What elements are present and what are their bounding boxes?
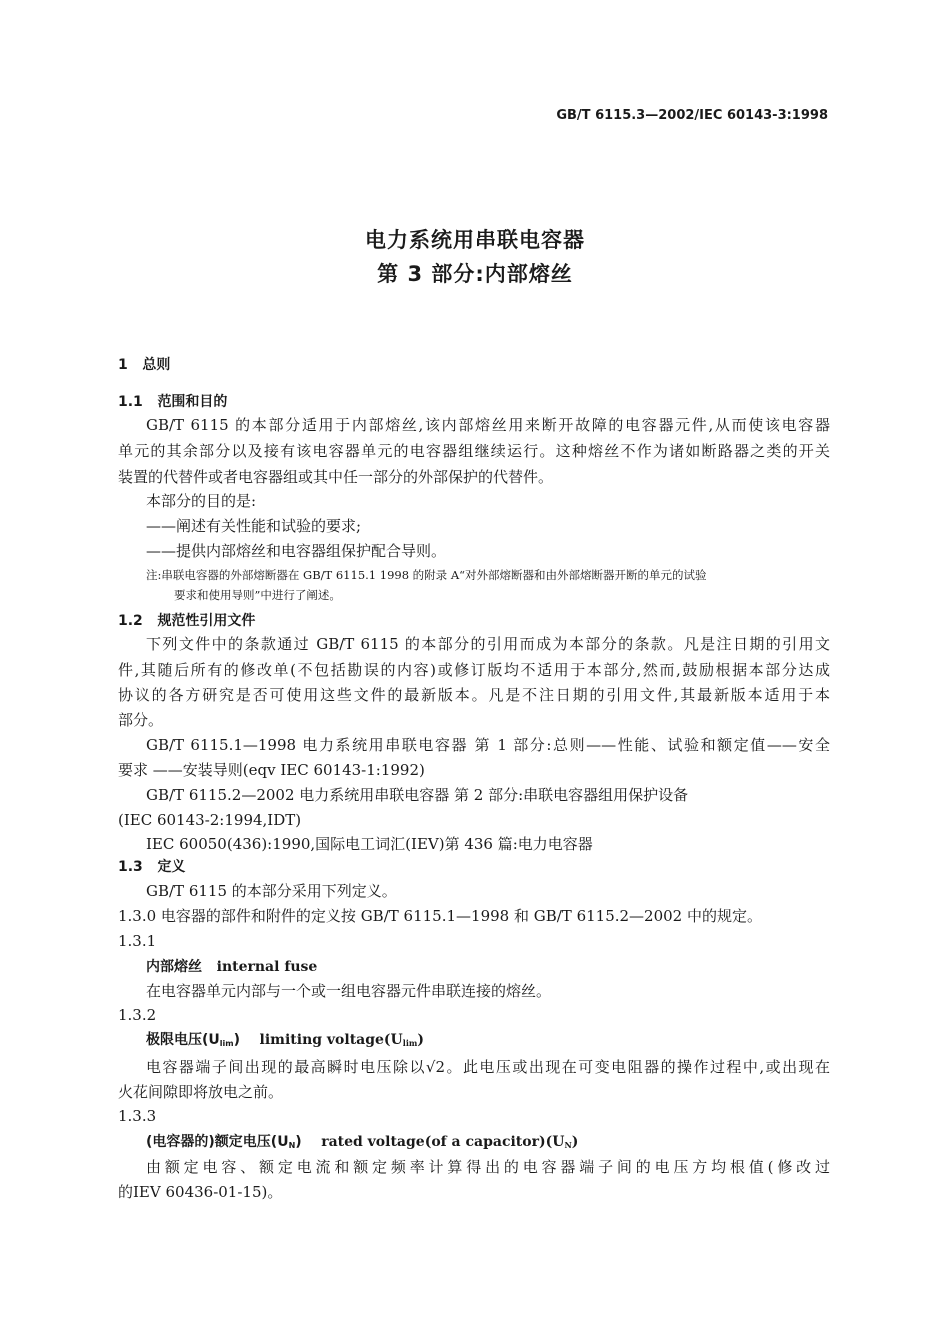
reference-line: GB/T 6115.1—1998 电力系统用串联电容器 第 1 部分:总则——性能、试验和额定值——安全 [146, 736, 830, 754]
reference-line: IEC 60050(436):1990,国际电工词汇(IEV)第 436 篇:电力电容器 [146, 835, 593, 853]
clause-number: 1.3.3 [118, 1107, 157, 1125]
paragraph-line: 下列文件中的条款通过 GB/T 6115 的本部分的引用而成为本部分的条款。凡是注日期的引用文 [146, 635, 830, 653]
paragraph-line: 装置的代替件或者电容器组或其中任一部分的外部保护的代替件。 [118, 468, 554, 486]
reference-line: GB/T 6115.2—2002 电力系统用串联电容器 第 2 部分:串联电容器组用保护设备 [146, 786, 689, 804]
section-title: 总则 [142, 357, 171, 373]
term-heading [146, 957, 317, 977]
paragraph-line: GB/T 6115 的本部分采用下列定义。 [146, 882, 397, 900]
section-1-2-heading [118, 611, 255, 631]
term-english: rated voltage(of a $capacitor)(U_N)$ [321, 1134, 579, 1150]
term-definition: 在电容器单元内部与一个或一组电容器元件串联连接的熔丝。 [146, 982, 552, 1000]
reference-line: 要求 ——安装导则(eqv IEC 60143-1:1992) [118, 761, 425, 779]
section-number: 1.2 [118, 613, 143, 629]
paragraph-line: 件,其随后所有的修改单(不包括勘误的内容)或修订版均不适用于本部分,然而,鼓励根据本部分达成 [118, 661, 830, 679]
clause-number: 1.3.2 [118, 1006, 157, 1024]
note-line: 注:串联电容器的外部熔断器在 GB/T 6115.1 1998 的附录 A“对外部熔断器和由外部熔断器开断的单元的试验 [146, 568, 707, 582]
paragraph-line: 协议的各方研究是否可使用这些文件的最新版本。凡是不注日期的引用文件,其最新版本适用于本 [118, 686, 830, 704]
term-definition: 电容器端子间出现的最高瞬时电压除以√2。此电压或出现在可变电阻器的操作过程中,或出现在 [146, 1058, 830, 1076]
reference-line: (IEC 60143-2:1994,IDT) [118, 811, 302, 829]
term-english: internal fuse [216, 959, 318, 975]
term-definition: 由额定电容、额定电流和额定频率计算得出的电容器端子间的电压方均根值(修改过 [146, 1158, 830, 1176]
section-number: 1.1 [118, 394, 143, 410]
term-definition: 的IEV 60436-01-15)。 [118, 1183, 283, 1201]
definition-1-3-0: 1.3.0 电容器的部件和附件的定义按 GB/T 6115.1—1998 和 GB/T 6115.2—2002 中的规定。 [118, 907, 762, 925]
standard-number-header: GB/T 6115.3—2002/IEC 60143-3:1998 [556, 108, 828, 123]
paragraph-line: 部分。 [118, 711, 164, 729]
section-number: 1 [118, 357, 128, 373]
term-chinese: 极限电压$(U_{lim})$ [146, 1032, 241, 1048]
paragraph-line: GB/T 6115 的本部分适用于内部熔丝,该内部熔丝用来断开故障的电容器元件,从而使该电容器 [146, 416, 830, 434]
document-title-line2: 第 3 部分:内部熔丝 [377, 262, 573, 286]
section-1-heading [118, 355, 170, 375]
section-title: 定义 [157, 859, 186, 875]
section-title: 规范性引用文件 [157, 613, 256, 629]
purpose-item: ——阐述有关性能和试验的要求; [146, 517, 362, 535]
section-1-3-heading [118, 857, 185, 877]
paragraph-line: 单元的其余部分以及接有该电容器单元的电容器组继续运行。这种熔丝不作为诸如断路器之类的开关 [118, 442, 830, 460]
document-title-line1: 电力系统用串联电容器 [365, 228, 585, 252]
section-number: 1.3 [118, 859, 143, 875]
term-chinese: 内部熔丝 [146, 959, 202, 975]
term-english: limiting $voltage(U_{lim})$ [259, 1032, 424, 1048]
section-title: 范围和目的 [157, 394, 228, 410]
term-heading [146, 1030, 424, 1050]
term-chinese: (电容器的)额定电压$(U_N)$ [146, 1134, 302, 1150]
note-line: 要求和使用导则”中进行了阐述。 [174, 588, 341, 602]
purpose-intro: 本部分的目的是: [146, 492, 257, 510]
term-heading [146, 1132, 578, 1152]
section-1-1-heading [118, 392, 227, 412]
purpose-item: ——提供内部熔丝和电容器组保护配合导则。 [146, 542, 447, 560]
term-definition: 火花间隙即将放电之前。 [118, 1083, 284, 1101]
clause-number: 1.3.1 [118, 932, 157, 950]
